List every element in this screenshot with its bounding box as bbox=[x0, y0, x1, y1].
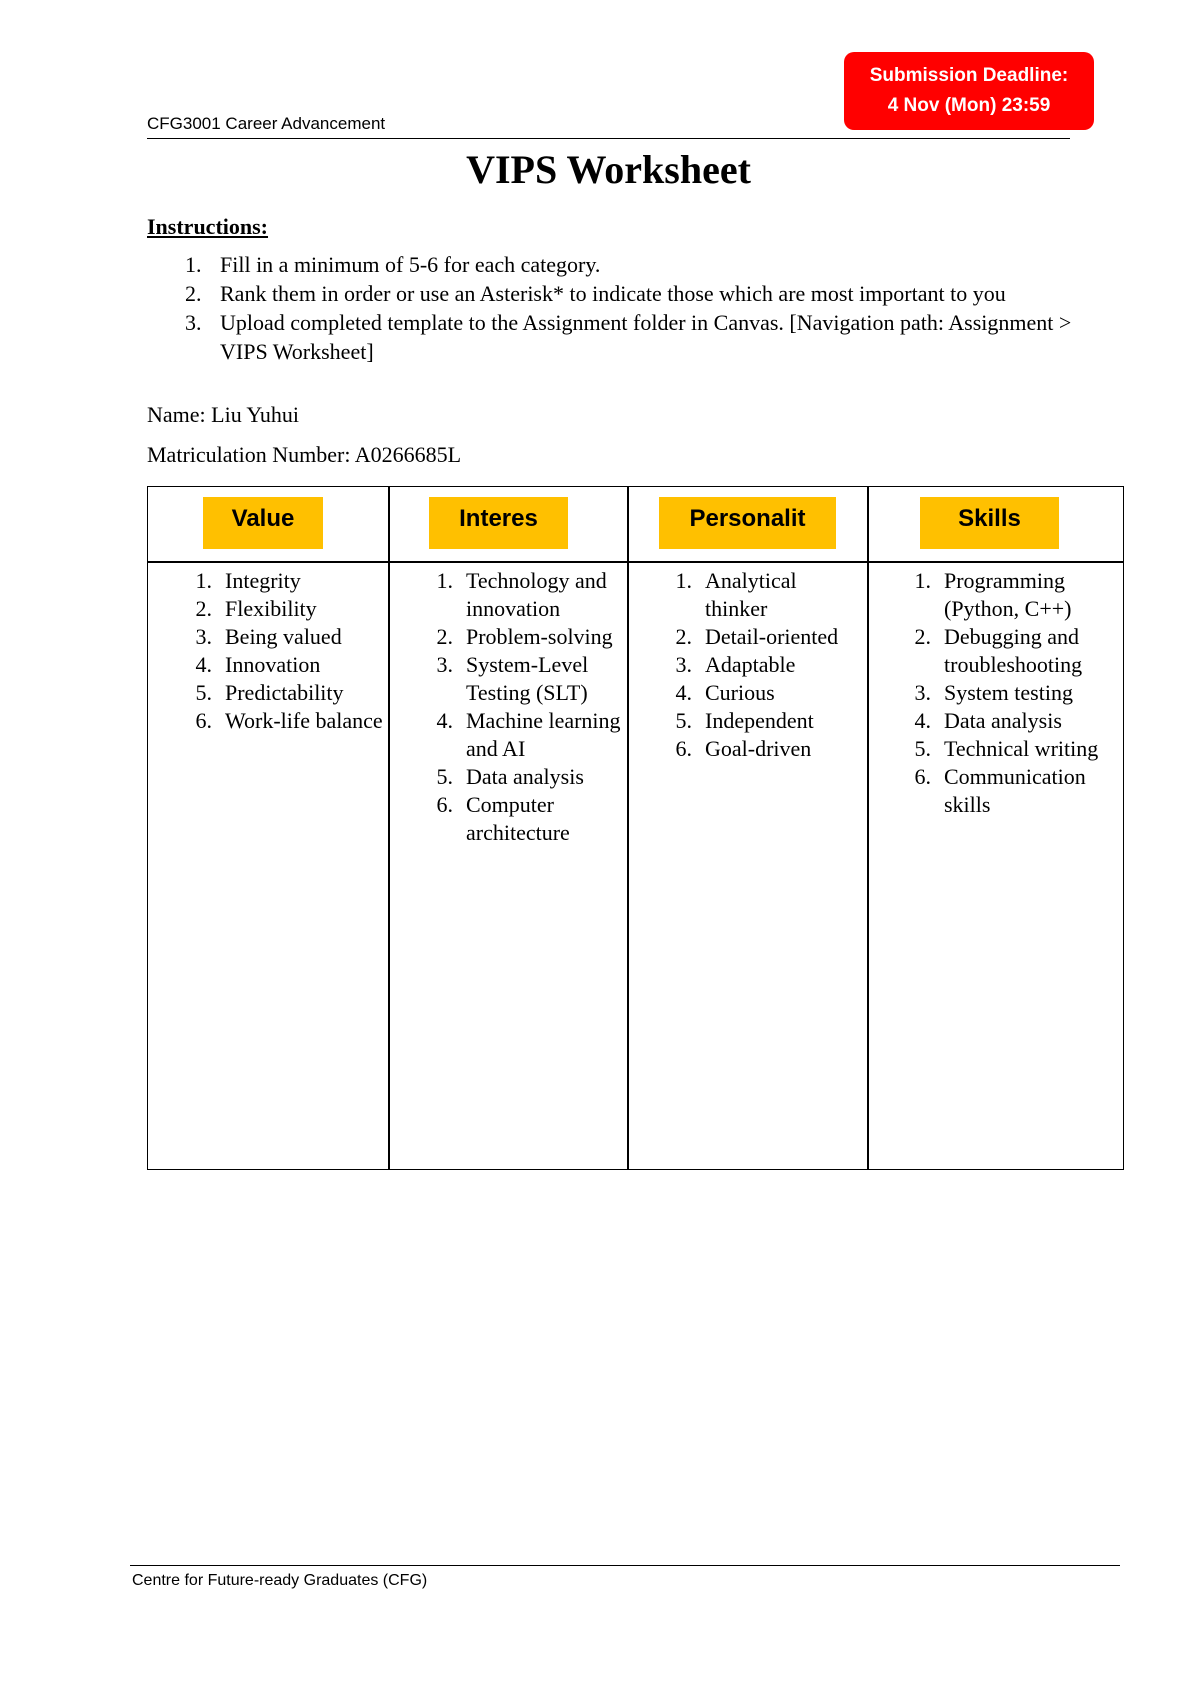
matriculation-field: Matriculation Number: A0266685L bbox=[147, 442, 462, 467]
column-divider bbox=[867, 487, 869, 1169]
list-item: 3. System-Level Testing (SLT) bbox=[436, 652, 589, 705]
list-item: 4. Data analysis bbox=[914, 708, 1062, 733]
deadline-label: Submission Deadline: bbox=[869, 65, 1069, 86]
instruction-item bbox=[147, 250, 1077, 279]
name-field: Name: Liu Yuhui bbox=[147, 402, 299, 427]
category-interest-label: Interes bbox=[429, 497, 568, 549]
list-item: 3. Being valued bbox=[195, 624, 342, 649]
header-divider bbox=[147, 138, 1070, 139]
list-item: 2. Problem-solving bbox=[436, 624, 613, 649]
page-title: VIPS Worksheet bbox=[466, 147, 751, 192]
list-item: 5. Data analysis bbox=[436, 764, 584, 789]
instruction-item bbox=[147, 279, 1077, 308]
list-item: 1. Programming (Python, C++) bbox=[914, 568, 1072, 621]
column-divider bbox=[627, 487, 629, 1169]
instruction-number: 1. bbox=[185, 252, 202, 277]
instruction-item bbox=[147, 308, 1077, 366]
list-item: 4. Machine learning and AI bbox=[436, 708, 621, 761]
list-item: 1. Analytical thinker bbox=[675, 568, 797, 621]
list-item: 5. Technical writing bbox=[914, 736, 1099, 761]
instruction-text: Upload completed template to the Assignment folder in Canvas. [Navigation path: Assignment > VIPS Worksheet] bbox=[220, 310, 1072, 364]
instruction-number: 3. bbox=[185, 310, 202, 335]
skills-list bbox=[899, 567, 1121, 819]
footer-text: Centre for Future-ready Graduates (CFG) bbox=[132, 1572, 428, 1589]
category-skills-label: Skills bbox=[920, 497, 1059, 549]
list-item: 6. Communication skills bbox=[914, 764, 1086, 817]
list-item: 4. Innovation bbox=[195, 652, 321, 677]
list-item: 2. Debugging and troubleshooting bbox=[914, 624, 1083, 677]
instructions-list bbox=[147, 250, 1077, 366]
list-item: 5. Predictability bbox=[195, 680, 344, 705]
instruction-text: Rank them in order or use an Asterisk* to indicate those which are most important to you bbox=[220, 281, 1006, 306]
value-list bbox=[180, 567, 383, 735]
category-value-label: Value bbox=[203, 497, 323, 549]
personality-list bbox=[660, 567, 860, 763]
column-divider bbox=[388, 487, 390, 1169]
header-row-divider bbox=[148, 561, 1123, 563]
interest-list bbox=[421, 567, 621, 847]
category-personality-label: Personalit bbox=[659, 497, 836, 549]
list-item: 1. Integrity bbox=[195, 568, 301, 593]
instructions-heading: Instructions: bbox=[147, 214, 269, 239]
instruction-number: 2. bbox=[185, 281, 202, 306]
list-item: 2. Detail-oriented bbox=[675, 624, 839, 649]
list-item: 6. Goal-driven bbox=[675, 736, 812, 761]
list-item: 4. Curious bbox=[675, 680, 775, 705]
list-item: 1. Technology and innovation bbox=[436, 568, 607, 621]
list-item: 6. Computer architecture bbox=[436, 792, 570, 845]
list-item: 3. System testing bbox=[914, 680, 1073, 705]
instruction-text: Fill in a minimum of 5-6 for each category. bbox=[220, 252, 601, 277]
submission-deadline-badge bbox=[844, 52, 1094, 130]
vips-table bbox=[147, 486, 1124, 1170]
list-item: 2. Flexibility bbox=[195, 596, 317, 621]
course-header: CFG3001 Career Advancement bbox=[147, 114, 386, 133]
deadline-date: 4 Nov (Mon) 23:59 bbox=[887, 95, 1051, 116]
footer-divider bbox=[130, 1565, 1120, 1566]
list-item: 3. Adaptable bbox=[675, 652, 796, 677]
list-item: 6. Work-life balance bbox=[195, 708, 383, 733]
list-item: 5. Independent bbox=[675, 708, 814, 733]
